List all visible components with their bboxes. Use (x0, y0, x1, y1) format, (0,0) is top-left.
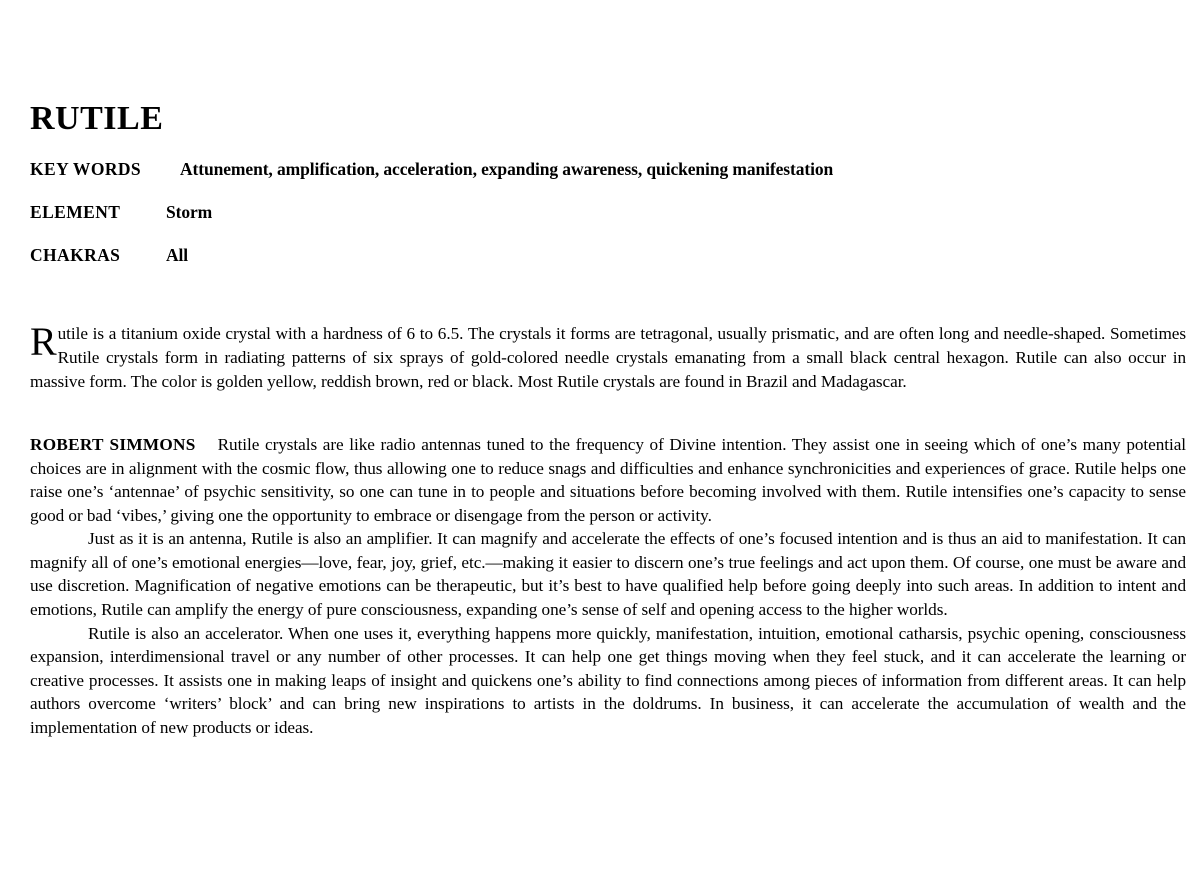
attribute-row-element (30, 202, 1186, 223)
section-robert-simmons-paragraph-2: Just as it is an antenna, Rutile is also an amplifier. It can magnify and accelerate the effects of one’s focused intention and is thus an aid to manifestation. It can magnify all of one’s emotional energies—love, fear, joy, grief, etc.—making it easier to discern one’s true feelings and act upon them. Of course, one must be aware and use discretion. Magnification of negative emotions can be therapeutic, but it’s best to have qualified help before going deeply into such areas. In addition to intent and emotions, Rutile can amplify the energy of pure consciousness, expanding one’s sense of self and opening access to the higher worlds. (30, 529, 1186, 620)
drop-cap-letter: R (30, 319, 57, 365)
attribute-label-key-words: KEY WORDS (30, 159, 142, 180)
attribute-label-chakras: CHAKRAS (30, 245, 121, 266)
attribute-row-key-words (30, 159, 1186, 180)
section-lead-label: ROBERT SIMMONS (30, 435, 196, 455)
section-paragraph-1-text: Rutile crystals are like radio antennas tuned to the frequency of Divine intention. They assist one in seeing which of one’s many potential choices are in alignment with the cosmic flow, thus allowing one to reduce snags and difficulties and enhance synchronicities and experiences of grace. Rutile helps one raise one’s ‘antennae’ of psychic sensitivity, so one can tune in to people and situations before becoming involved with them. Rutile intensifies one’s capacity to sense good or bad ‘vibes,’ giving one the opportunity to embrace or disengage from the person or activity. (30, 435, 1187, 525)
section-spacer (30, 288, 1186, 322)
attribute-value-key-words: Attunement, amplification, acceleration, expanding awareness, quickening manifestation (180, 159, 834, 180)
section-robert-simmons-paragraph-1 (30, 433, 1186, 527)
intro-paragraph (30, 319, 1186, 393)
section-robert-simmons-paragraph-3: Rutile is also an accelerator. When one uses it, everything happens more quickly, manifestation, intuition, emotional catharsis, psychic opening, consciousness expansion, interdimensional travel or any number of other processes. It can help one get things moving when they feel stuck, and it can accelerate the learning or creative processes. It assists one in making leaps of insight and quickens one’s ability to find connections among pieces of information from different areas. It can help authors overcome ‘writers’ block’ and can bring new inspirations to artists in the doldrums. In business, it can accelerate the accumulation of wealth and the implementation of new products or ideas. (30, 623, 1186, 737)
attribute-value-chakras: All (166, 245, 189, 266)
page-title: RUTILE (30, 100, 164, 137)
attribute-value-element: Storm (166, 202, 213, 223)
section-spacer-2 (30, 393, 1186, 433)
attribute-label-element: ELEMENT (30, 202, 121, 223)
attribute-row-chakras (30, 245, 1186, 266)
intro-paragraph-text: utile is a titanium oxide crystal with a hardness of 6 to 6.5. The crystals it forms are tetragonal, usually prismatic, and are often long and needle-shaped. Sometimes Rutile crystals form in radiating patterns of six sprays of gold-colored needle crystals emanating from a small black central hexagon. Rutile can also occur in massive form. The color is golden yellow, reddish brown, red or black. Most Rutile crystals are found in Brazil and Madagascar. (30, 324, 1186, 391)
